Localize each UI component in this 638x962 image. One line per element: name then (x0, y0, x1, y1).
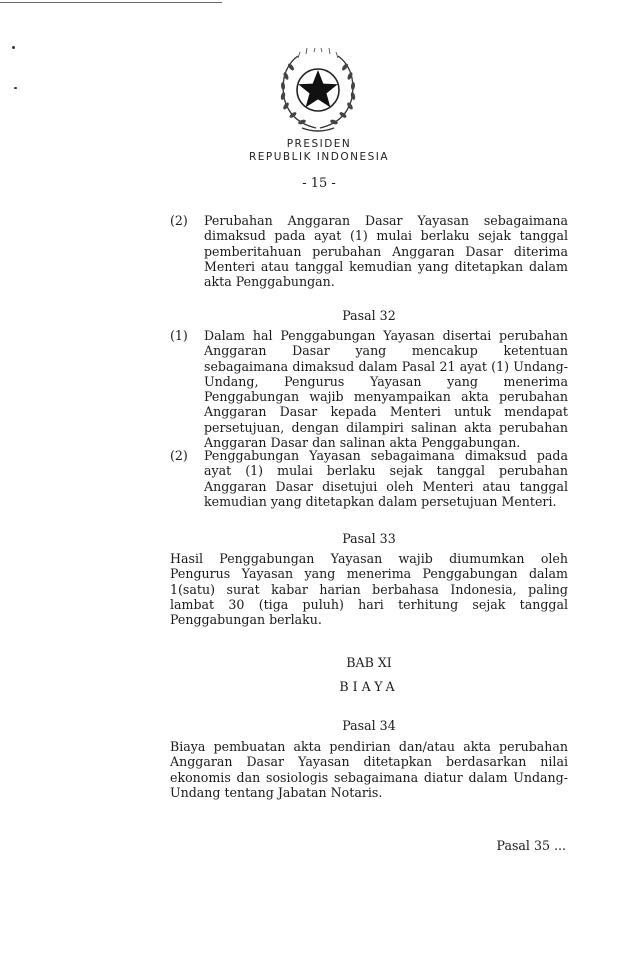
header-line-republik: REPUBLIK INDONESIA (248, 151, 390, 163)
scan-edge-line (0, 2, 222, 3)
page-number: - 15 - (302, 176, 336, 191)
paragraph-text: Hasil Penggabungan Yayasan wajib diumumkan oleh Pengurus Yayasan yang menerima Penggabungan dalam 1(satu) surat kabar harian berbahasa Indonesia, paling lambat 30 (tiga puluh) hari terhitung sejak tanggal Penggabungan berlaku. (170, 551, 568, 628)
chapter-subtitle: BIAYA (339, 679, 399, 694)
paragraph-number: (2) (170, 213, 188, 228)
chapter-heading: BAB XI (346, 655, 392, 670)
paragraph-text: Penggabungan Yayasan sebagaimana dimaksud pada ayat (1) mulai berlaku sejak tanggal perubahan Anggaran Dasar disetujui oleh Menteri atau tanggal kemudian yang ditetapkan dalam persetujuan Menteri. (204, 448, 568, 509)
article-heading: Pasal 34 (342, 718, 396, 733)
paragraph-number: (2) (170, 448, 188, 463)
article-heading: Pasal 32 (342, 308, 396, 323)
paragraph-text: Perubahan Anggaran Dasar Yayasan sebagaimana dimaksud pada ayat (1) mulai berlaku sejak tanggal pemberitahuan perubahan Anggaran Dasar diterima Menteri atau tanggal kemudian yang ditetapkan dalam akta Penggabungan. (204, 213, 568, 290)
paragraph-number: (1) (170, 328, 188, 343)
presidential-star-seal-icon (276, 48, 360, 134)
scan-speck (14, 87, 17, 89)
header-line-presiden: PRESIDEN (286, 138, 352, 150)
paragraph-text: Biaya pembuatan akta pendirian dan/atau akta perubahan Anggaran Dasar Yayasan ditetapkan berdasarkan nilai ekonomis dan sosiologis sebagaimana diatur dalam Undang-Undang tentang Jabatan Notaris. (170, 739, 568, 800)
scan-speck (12, 46, 15, 49)
article-heading: Pasal 33 (342, 531, 396, 546)
paragraph-text: Dalam hal Penggabungan Yayasan disertai perubahan Anggaran Dasar yang mencakup ketentuan sebagaimana dimaksud dalam Pasal 21 ayat (1) Undang-Undang, Pengurus Yayasan yang menerima Penggabungan wajib menyampaikan akta perubahan Anggaran Dasar kepada Menteri untuk mendapat persetujuan, dengan dilampiri salinan akta perubahan Anggaran Dasar dan salinan akta Penggabungan. (204, 328, 568, 451)
next-page-reference: Pasal 35 ... (496, 838, 566, 853)
